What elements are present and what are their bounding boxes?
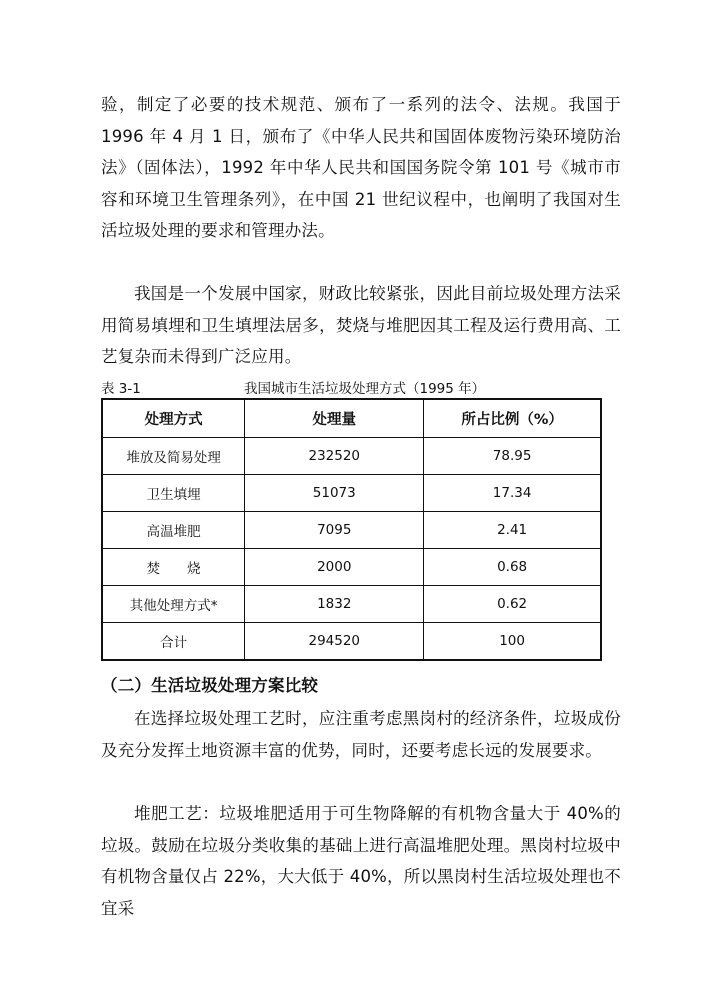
paragraph-composting: 堆肥工艺：垃圾堆肥适用于可生物降解的有机物含量大于 40%的垃圾。鼓励在垃圾分类收集的基础上进行高温堆肥处理。黑岗村垃圾中有机物含量仅占 22%，大大低于 40%，所以黑岗村生活垃圾处理也不宜采 <box>101 804 621 918</box>
table-row-total <box>102 623 601 661</box>
header-percentage: 所占比例（%） <box>424 399 601 438</box>
cell-method: 焚 烧 <box>102 549 245 586</box>
cell-method: 堆放及简易处理 <box>102 438 245 475</box>
header-amount: 处理量 <box>245 399 424 438</box>
cell-amount: 294520 <box>245 623 424 661</box>
cell-amount: 1832 <box>245 586 424 623</box>
table-row <box>102 512 601 549</box>
table-caption-title: 我国城市生活垃圾处理方式（1995 年） <box>244 381 486 397</box>
cell-percentage: 17.34 <box>424 475 601 512</box>
table-row <box>102 475 601 512</box>
table-header-row <box>102 399 601 438</box>
table-row <box>102 549 601 586</box>
cell-method: 合计 <box>102 623 245 661</box>
table-row <box>102 586 601 623</box>
table-caption <box>101 377 621 397</box>
cell-method: 卫生填埋 <box>102 475 245 512</box>
cell-amount: 7095 <box>245 512 424 549</box>
cell-amount: 51073 <box>245 475 424 512</box>
paragraph-regulations: 验，制定了必要的技术规范、颁布了一系列的法令、法规。我国于 1996 年 4 月 1 日，颁布了《中华人民共和国固体废物污染环境防治法》（固体法），1992 年中华人民共和国国务院令第 101 号《城市市容和环境卫生管理条列》，在中国 21 世纪议程中，也阐明了我国对生活垃圾处理的要求和管理办法。 <box>101 95 621 240</box>
table-row <box>102 438 601 475</box>
cell-method: 其他处理方式* <box>102 586 245 623</box>
cell-percentage: 0.68 <box>424 549 601 586</box>
table-caption-label: 表 3-1 <box>101 381 141 397</box>
cell-percentage: 78.95 <box>424 438 601 475</box>
cell-amount: 2000 <box>245 549 424 586</box>
paragraph-selection-criteria: 在选择垃圾处理工艺时，应注重考虑黑岗村的经济条件，垃圾成份及充分发挥土地资源丰富的优势，同时，还要考虑长远的发展要求。 <box>101 709 621 760</box>
header-method: 处理方式 <box>102 399 245 438</box>
cell-percentage: 100 <box>424 623 601 661</box>
cell-percentage: 2.41 <box>424 512 601 549</box>
cell-amount: 232520 <box>245 438 424 475</box>
waste-treatment-table <box>101 398 602 661</box>
paragraph-current-methods: 我国是一个发展中国家，财政比较紧张，因此目前垃圾处理方法采用简易填埋和卫生填埋法居多，焚烧与堆肥因其工程及运行费用高、工艺复杂而未得到广泛应用。 <box>101 284 621 366</box>
cell-percentage: 0.62 <box>424 586 601 623</box>
cell-method: 高温堆肥 <box>102 512 245 549</box>
section-heading: （二）生活垃圾处理方案比较 <box>101 676 319 695</box>
